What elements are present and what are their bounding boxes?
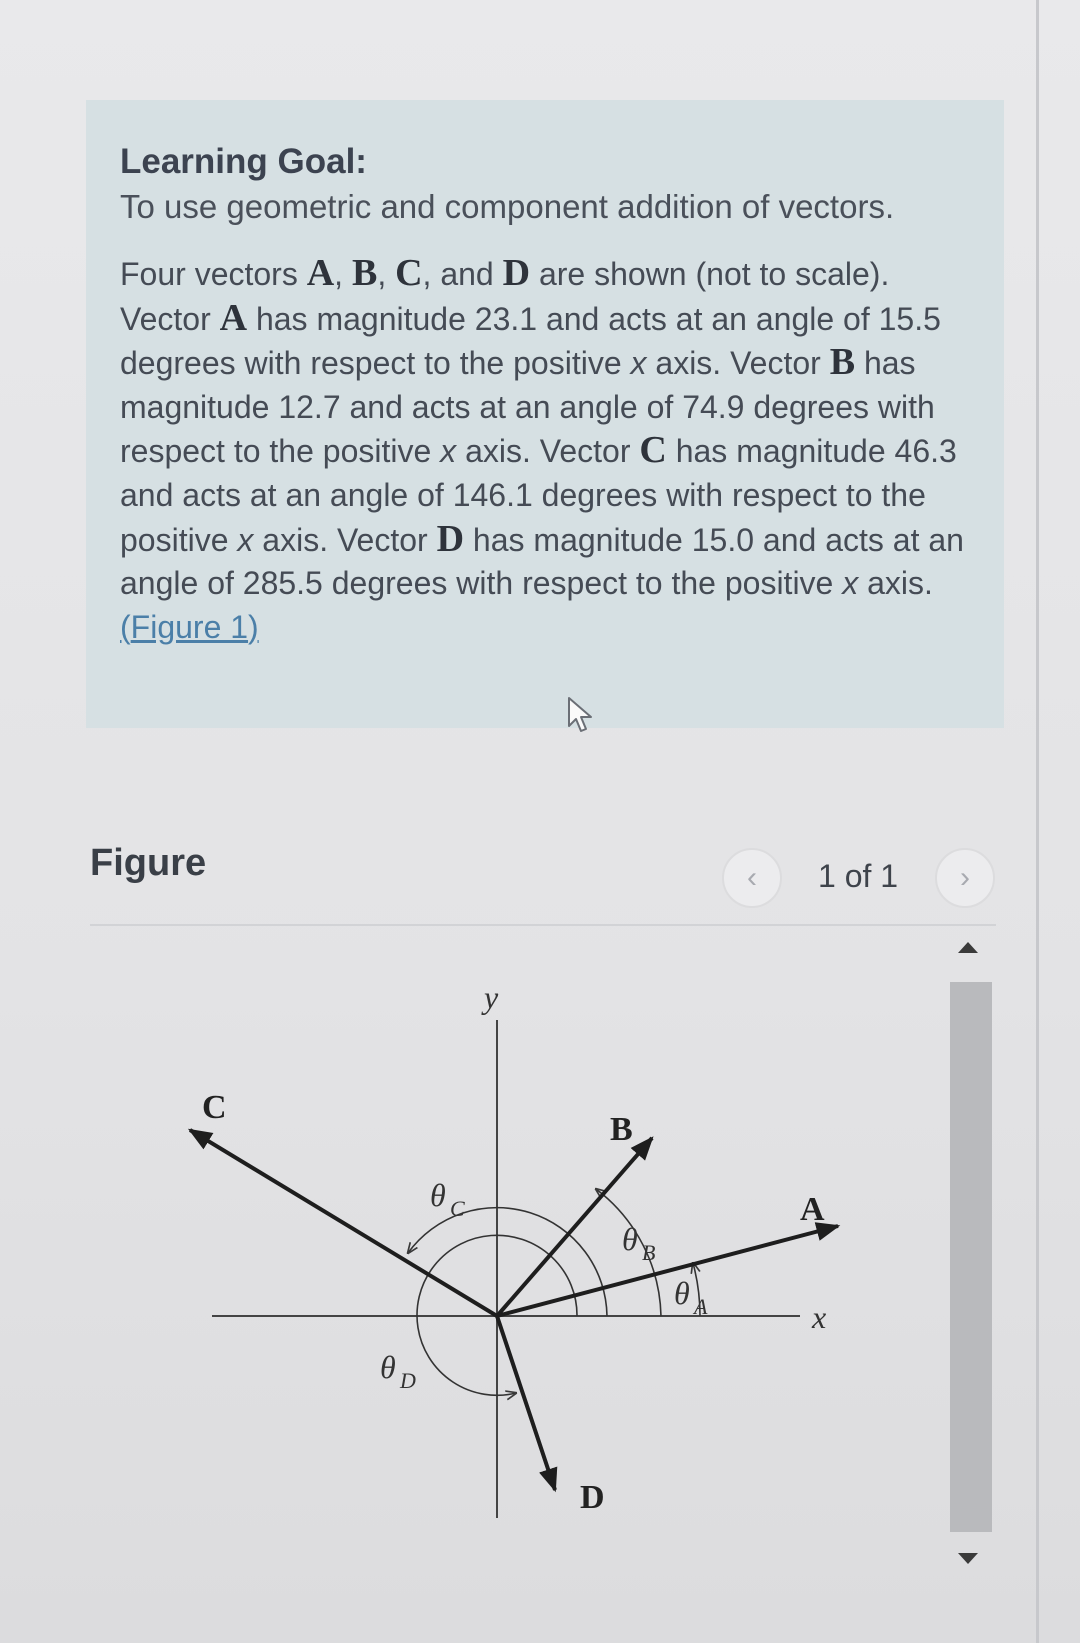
theta-symbol: θ (380, 1349, 396, 1385)
x-axis-label: x (812, 1299, 827, 1335)
problem-text: , (377, 256, 396, 292)
scroll-up-arrow-icon[interactable] (958, 942, 978, 953)
learning-goal-panel (86, 100, 1004, 728)
vector-d-symbol: D (436, 517, 465, 560)
problem-text: Four vectors (120, 256, 307, 292)
cursor-arrow-icon (566, 696, 596, 736)
x-variable: x (630, 345, 647, 382)
problem-text: axis. (858, 565, 933, 602)
chevron-left-icon: ‹ (747, 861, 757, 894)
problem-text: , (334, 256, 352, 292)
theta-subscript: A (694, 1294, 708, 1319)
vector-d-label: D (580, 1479, 605, 1516)
link-paren: ) (248, 608, 259, 645)
vector-a-symbol: A (306, 252, 335, 294)
vector-d-arrow (497, 1316, 555, 1490)
problem-text: , and (422, 256, 503, 292)
theta-a-label (674, 1275, 708, 1319)
problem-text: has magnitude 12.7 and acts at an angle of 74.9 degrees with respect to the positive (120, 345, 935, 470)
problem-text: has magnitude 46.3 and acts at an angle of 146.1 degrees with respect to the positive (120, 433, 957, 558)
vector-a-arrow (497, 1226, 838, 1316)
learning-goal-text: To use geometric and component addition of vectors. (120, 188, 895, 225)
theta-symbol: θ (430, 1177, 446, 1213)
problem-text: has magnitude 23.1 and acts at an angle of 15.5 degrees with respect to the positive (120, 300, 941, 382)
theta-symbol: θ (674, 1275, 690, 1311)
figure-divider (90, 924, 996, 926)
problem-text: axis. Vector (456, 433, 640, 470)
problem-text: are shown (not to scale). Vector (120, 256, 890, 337)
vector-diagram (90, 930, 940, 1570)
link-paren: ( (120, 608, 131, 645)
previous-figure-button[interactable] (722, 848, 782, 908)
theta-subscript: B (642, 1240, 656, 1265)
vector-c-symbol: C (639, 429, 667, 472)
vector-c-symbol: C (395, 252, 423, 294)
vector-b-label: B (610, 1111, 633, 1148)
vector-b-symbol: B (351, 252, 378, 294)
link-text: Figure 1 (130, 608, 249, 645)
theta-subscript: C (450, 1196, 465, 1221)
next-figure-button[interactable] (935, 848, 995, 908)
problem-text: axis. Vector (646, 345, 830, 382)
problem-text: axis. Vector (253, 521, 437, 558)
figure-heading: Figure (90, 842, 207, 884)
theta-c-label (430, 1177, 465, 1221)
theta-b-label (622, 1221, 655, 1265)
theta-d-label (380, 1349, 416, 1393)
vector-c-arrow (190, 1130, 497, 1316)
vector-a-label: A (800, 1191, 825, 1228)
scroll-down-arrow-icon[interactable] (958, 1553, 978, 1564)
figure-scrollbar-thumb[interactable] (950, 982, 992, 1532)
problem-statement (120, 252, 980, 649)
vector-a-symbol: A (219, 296, 248, 339)
theta-symbol: θ (622, 1221, 638, 1257)
figure-1-link[interactable] (120, 609, 259, 645)
divider (1036, 0, 1039, 1643)
chevron-right-icon: › (960, 861, 970, 894)
vector-c-label: C (202, 1089, 227, 1126)
theta-subscript: D (400, 1368, 416, 1393)
x-variable: x (842, 565, 859, 602)
learning-goal-heading: Learning Goal: (120, 142, 367, 181)
x-variable: x (440, 433, 457, 470)
x-variable: x (237, 521, 254, 558)
y-axis-label: y (484, 979, 499, 1015)
problem-text: has magnitude 15.0 and acts at an angle of 285.5 degrees with respect to the positive (120, 521, 964, 602)
vector-d-symbol: D (502, 252, 531, 294)
figure-page-count: 1 of 1 (818, 858, 899, 894)
vector-b-symbol: B (829, 341, 856, 384)
